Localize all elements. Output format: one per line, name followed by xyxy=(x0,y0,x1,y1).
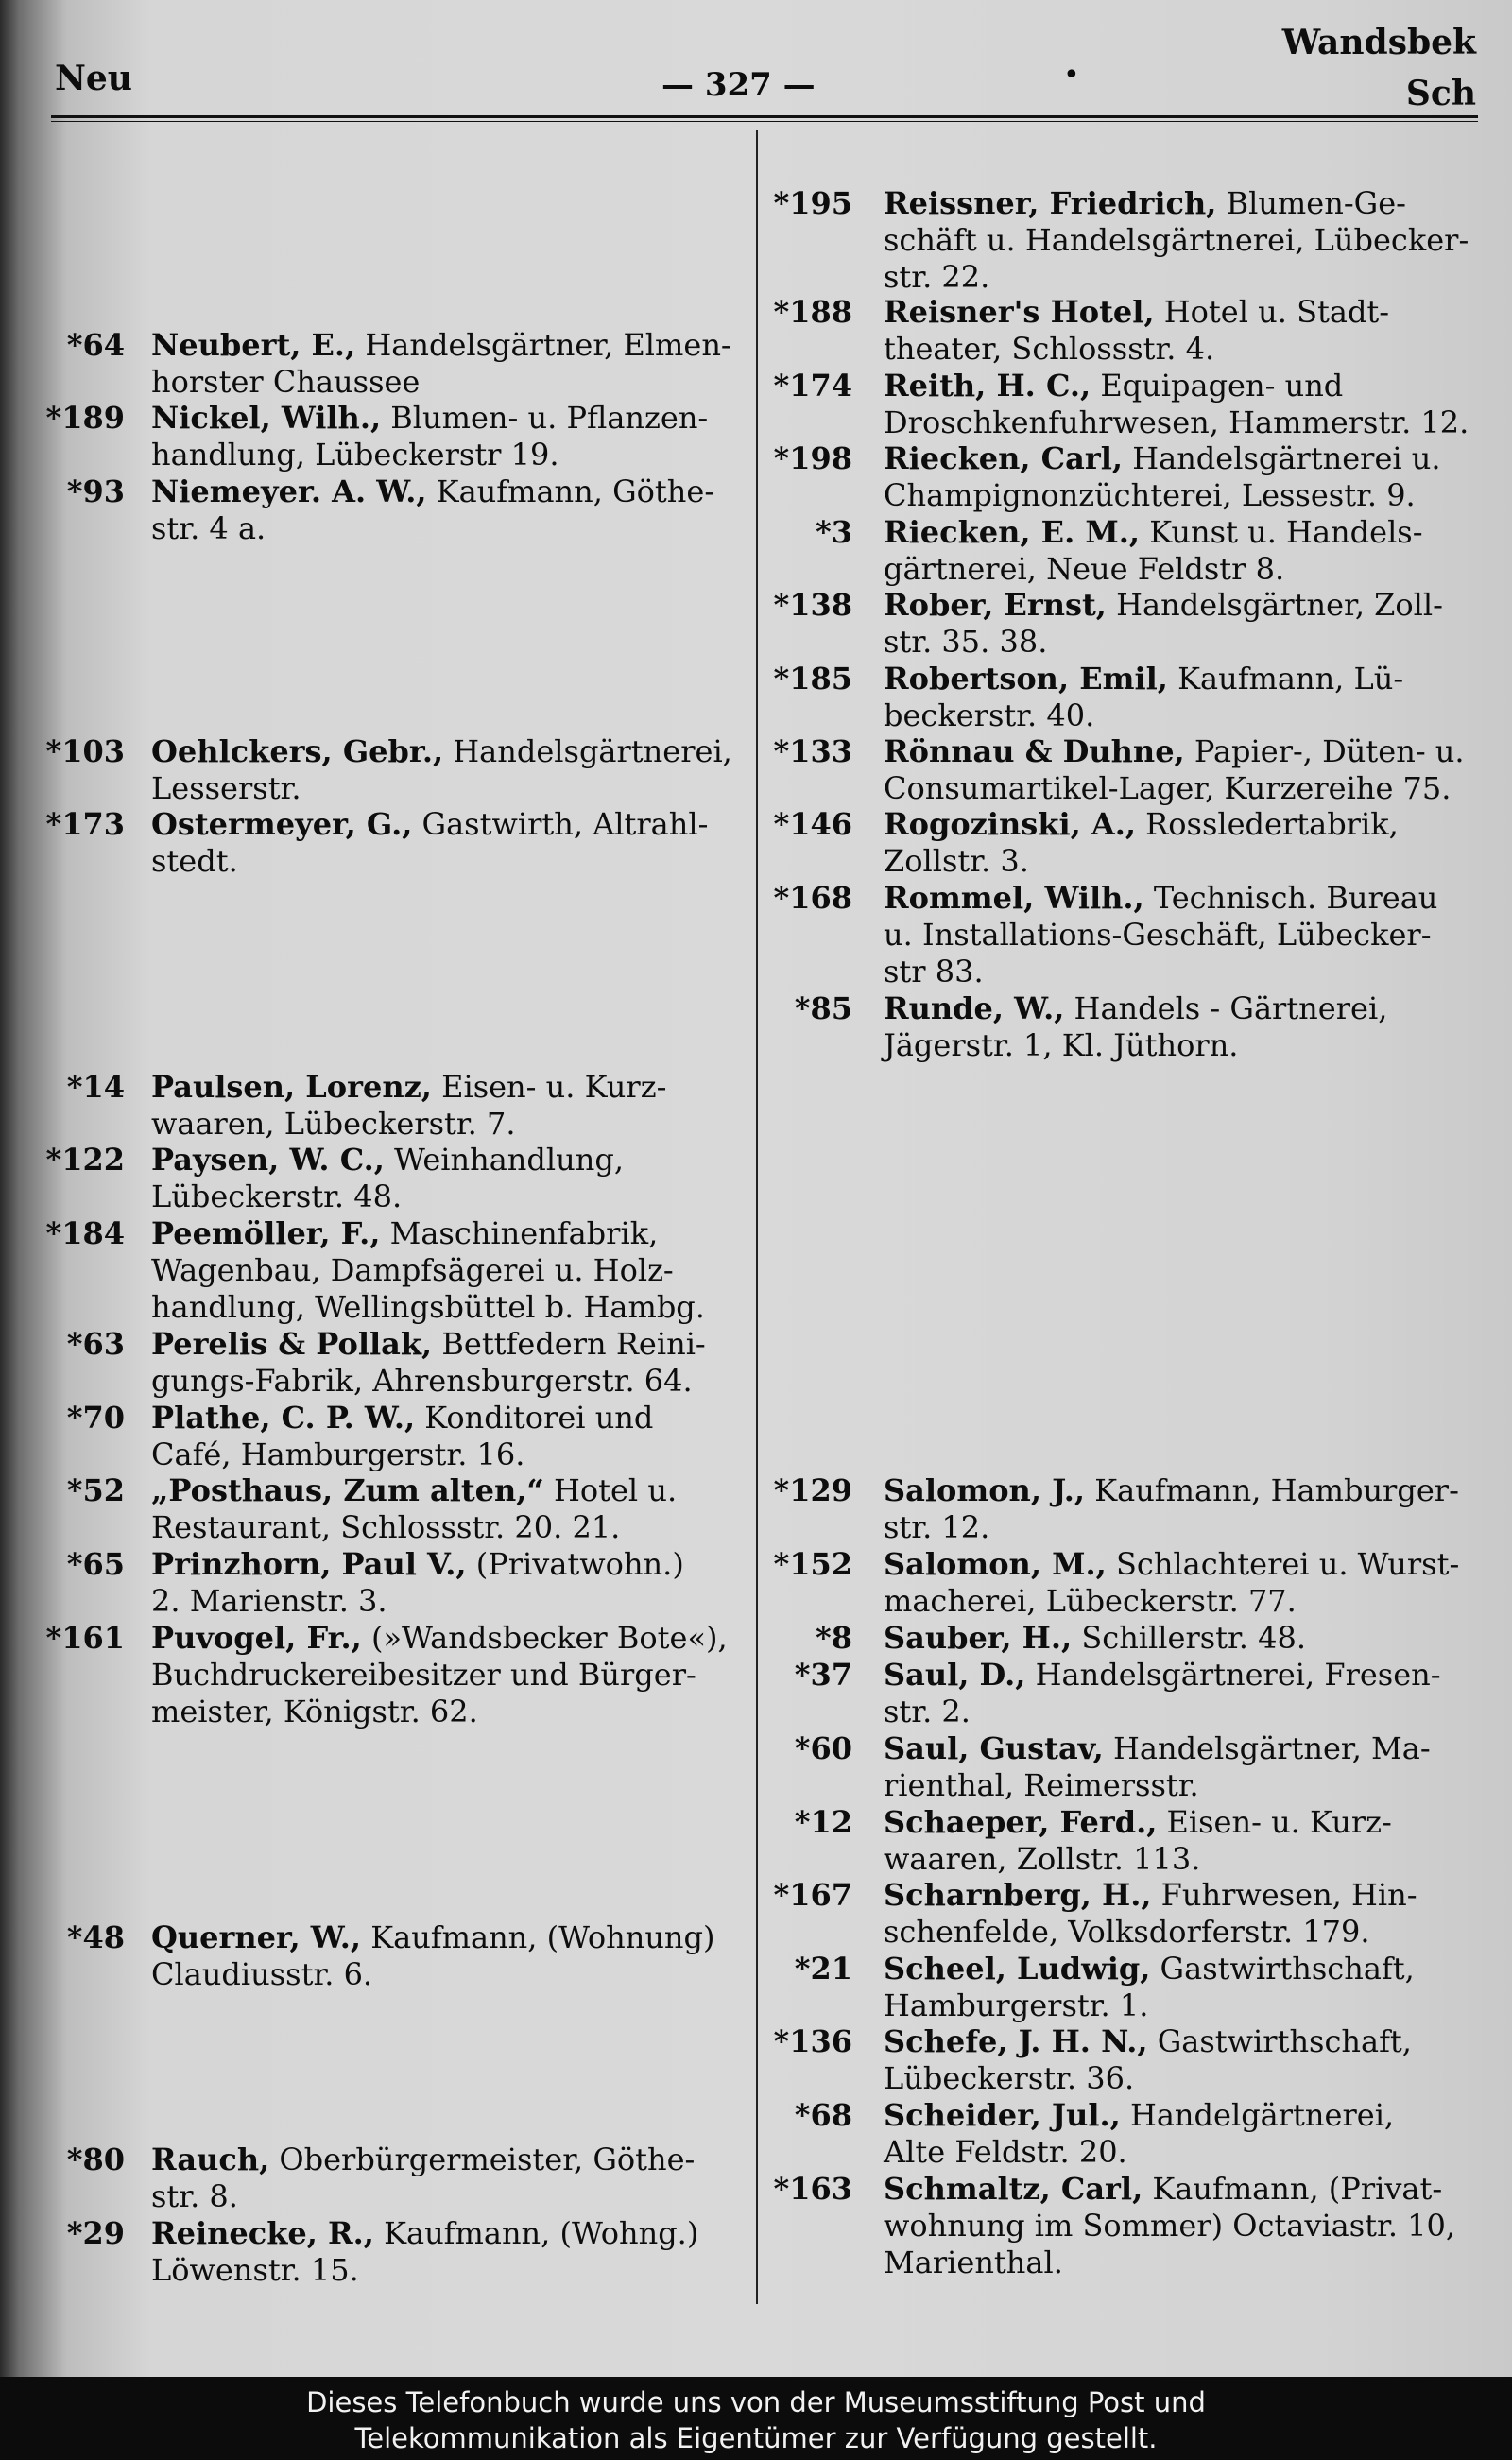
footer-line-1: Dieses Telefonbuch wurde uns von der Museumsstiftung Post und xyxy=(306,2386,1206,2418)
entry-line xyxy=(884,1026,1479,1064)
entry-line xyxy=(884,439,1479,477)
subscriber-name: Scheel, Ludwig, xyxy=(884,1951,1151,1987)
entry-text: Lübeckerstr. 36. xyxy=(884,2060,1135,2096)
entry-line xyxy=(884,330,1479,368)
entry-text: Kaufmann, Göthe- xyxy=(436,473,715,509)
entry-line xyxy=(884,1693,1479,1730)
entry-line xyxy=(151,805,747,843)
entry-line xyxy=(151,1918,747,1956)
phone-number: *80 xyxy=(66,2142,125,2177)
subscriber-name: Riecken, Carl, xyxy=(884,440,1124,476)
subscriber-name: Sauber, H., xyxy=(884,1620,1073,1656)
subscriber-name: Nickel, Wilh., xyxy=(151,400,382,436)
entry-line xyxy=(884,2207,1479,2245)
phone-number: *161 xyxy=(45,1620,125,1656)
entry-text: Konditorei und xyxy=(424,1400,654,1436)
entry-line xyxy=(884,1766,1479,1804)
phone-number: *136 xyxy=(773,2023,852,2059)
entry-text: beckerstr. 40. xyxy=(884,697,1095,733)
entry-line xyxy=(884,550,1479,588)
subscriber-name: Runde, W., xyxy=(884,990,1065,1026)
entry-line xyxy=(884,805,1479,843)
entry-line xyxy=(151,1471,747,1509)
entry-text: Café, Hamburgerstr. 16. xyxy=(151,1436,525,1472)
entry-text: waaren, Lübeckerstr. 7. xyxy=(151,1106,516,1142)
phone-number: *85 xyxy=(794,990,852,1026)
entry-line xyxy=(884,1840,1479,1878)
entry-text: wohnung im Sommer) Octaviastr. 10, xyxy=(884,2208,1456,2244)
subscriber-name: Oehlckers, Gebr., xyxy=(151,733,444,769)
subscriber-name: Reissner, Friedrich, xyxy=(884,185,1217,221)
entry-text: macherei, Lübeckerstr. 77. xyxy=(884,1583,1297,1619)
entry-text: Gastwirthschaft, xyxy=(1157,2023,1412,2059)
entry-line xyxy=(151,1955,747,1993)
entry-line xyxy=(151,2214,747,2252)
entry-line xyxy=(884,1471,1479,1509)
phone-number: *167 xyxy=(773,1877,852,1913)
entry-text: Blumen-Ge- xyxy=(1226,185,1406,221)
entry-line xyxy=(884,953,1479,990)
subscriber-name: Perelis & Pollak, xyxy=(151,1326,433,1362)
entry-line xyxy=(151,1362,747,1400)
entry-text: Schlachterei u. Wurst- xyxy=(1115,1546,1460,1582)
subscriber-name: Plathe, C. P. W., xyxy=(151,1400,416,1436)
entry-text: Eisen- u. Kurz- xyxy=(441,1069,667,1105)
phone-number: *195 xyxy=(773,185,852,221)
phone-number: *138 xyxy=(773,587,852,623)
entry-text: Equipagen- und xyxy=(1100,368,1344,404)
entry-text: Blumen- u. Pflanzen- xyxy=(390,400,709,436)
entry-line xyxy=(151,1582,747,1620)
entry-line xyxy=(151,436,747,473)
entry-text: Champignonzüchterei, Lessestr. 9. xyxy=(884,477,1416,513)
entry-text: Handelgärtnerei, xyxy=(1129,2097,1395,2133)
subscriber-name: Robertson, Emil, xyxy=(884,661,1168,697)
entry-text: Consumartikel-Lager, Kurzereihe 75. xyxy=(884,770,1452,806)
subscriber-name: Saul, D., xyxy=(884,1657,1026,1693)
entry-text: str. 4 a. xyxy=(151,510,266,546)
entry-line xyxy=(884,586,1479,624)
entry-text: Maschinenfabrik, xyxy=(389,1215,659,1251)
entry-text: horster Chaussee xyxy=(151,364,421,400)
subscriber-name: Reisner's Hotel, xyxy=(884,294,1155,330)
entry-text: schäft u. Handelsgärtnerei, Lübecker- xyxy=(884,222,1469,258)
entry-line xyxy=(151,1214,747,1252)
entry-line xyxy=(151,732,747,770)
entry-line xyxy=(151,1436,747,1473)
entry-text: Kaufmann, (Wohng.) xyxy=(384,2215,699,2251)
subscriber-name: Rommel, Wilh., xyxy=(884,880,1144,916)
phone-number: *12 xyxy=(794,1804,852,1840)
entry-line xyxy=(884,258,1479,296)
entry-line xyxy=(151,363,747,401)
phone-number: *64 xyxy=(66,327,125,363)
subscriber-name: „Posthaus, Zum alten,“ xyxy=(151,1472,544,1508)
entry-text: Handels - Gärtnerei, xyxy=(1074,990,1388,1026)
entry-line xyxy=(884,2244,1479,2281)
entry-text: 2. Marienstr. 3. xyxy=(151,1583,387,1619)
entry-text: Weinhandlung, xyxy=(394,1142,624,1178)
phone-number: *173 xyxy=(45,806,125,842)
entry-line xyxy=(151,1105,747,1143)
entry-text: Buchdruckereibesitzer und Bürger- xyxy=(151,1657,696,1693)
entry-text: Oberbürgermeister, Göthe- xyxy=(279,2142,696,2177)
entry-line xyxy=(151,1619,747,1657)
subscriber-name: Saul, Gustav, xyxy=(884,1730,1104,1766)
entry-text: Handelsgärtner, Elmen- xyxy=(365,327,731,363)
page-number: — 327 — xyxy=(662,66,816,104)
phone-number: *29 xyxy=(66,2215,125,2251)
phone-number: *152 xyxy=(773,1546,852,1582)
entry-line xyxy=(151,1508,747,1546)
subscriber-name: Rogozinski, A., xyxy=(884,806,1136,842)
phone-number: *14 xyxy=(66,1069,125,1105)
entry-text: Fuhrwesen, Hin- xyxy=(1160,1877,1418,1913)
entry-line xyxy=(151,1288,747,1326)
header-range-end: Sch xyxy=(1405,74,1476,113)
entry-text: Jägerstr. 1, Kl. Jüthorn. xyxy=(884,1027,1239,1063)
entry-text: Handelsgärtner, Ma- xyxy=(1112,1730,1431,1766)
entry-text: handlung, Wellingsbüttel b. Hambg. xyxy=(151,1289,705,1325)
entry-text: Marienthal. xyxy=(884,2245,1063,2280)
entry-line xyxy=(884,879,1479,917)
entry-line xyxy=(151,473,747,510)
subscriber-name: Paysen, W. C., xyxy=(151,1142,385,1178)
subscriber-name: Riecken, E. M., xyxy=(884,514,1141,550)
entry-line xyxy=(151,2251,747,2289)
phone-number: *174 xyxy=(773,368,852,404)
entry-line xyxy=(151,1141,747,1178)
entry-line xyxy=(151,1693,747,1730)
footer-notice xyxy=(0,2377,1512,2460)
entry-line xyxy=(151,1068,747,1106)
subscriber-name: Scheider, Jul., xyxy=(884,2097,1121,2133)
entry-line xyxy=(884,1803,1479,1841)
entry-line xyxy=(884,1619,1479,1657)
phone-number: *68 xyxy=(794,2097,852,2133)
entry-text: Löwenstr. 15. xyxy=(151,2252,359,2288)
header-town: Wandsbek xyxy=(1281,23,1476,62)
subscriber-name: Schefe, J. H. N., xyxy=(884,2023,1148,2059)
subscriber-name: Schaeper, Ferd., xyxy=(884,1804,1158,1840)
entry-text: Wagenbau, Dampfsägerei u. Holz- xyxy=(151,1252,674,1288)
entry-line xyxy=(884,1545,1479,1583)
entry-text: str. 35. 38. xyxy=(884,624,1048,660)
entry-line xyxy=(884,842,1479,880)
entry-text: Lübeckerstr. 48. xyxy=(151,1178,403,1214)
entry-line xyxy=(884,2022,1479,2060)
entry-text: Hotel u. xyxy=(553,1472,678,1508)
entry-line xyxy=(884,1729,1479,1767)
header-rule-thin xyxy=(51,121,1478,122)
subscriber-name: Reinecke, R., xyxy=(151,2215,374,2251)
phone-number: *163 xyxy=(773,2171,852,2207)
entry-line xyxy=(884,476,1479,514)
entry-line xyxy=(884,1913,1479,1951)
entry-line xyxy=(884,916,1479,954)
entry-text: Droschkenfuhrwesen, Hammerstr. 12. xyxy=(884,404,1469,440)
entry-text: schenfelde, Volksdorferstr. 179. xyxy=(884,1914,1370,1950)
entry-text: Kaufmann, Hamburger- xyxy=(1094,1472,1459,1508)
phone-number: *146 xyxy=(773,806,852,842)
entry-text: rienthal, Reimersstr. xyxy=(884,1767,1199,1803)
subscriber-name: Reith, H. C., xyxy=(884,368,1091,404)
entry-text: str. 12. xyxy=(884,1509,990,1545)
entry-line xyxy=(151,842,747,880)
phone-number: *189 xyxy=(45,400,125,436)
subscriber-name: Scharnberg, H., xyxy=(884,1877,1152,1913)
entry-line xyxy=(884,2059,1479,2097)
footer-line-2: Telekommunikation als Eigentümer zur Verfügung gestellt. xyxy=(354,2422,1158,2454)
subscriber-name: Paulsen, Lorenz, xyxy=(151,1069,432,1105)
page-mark: • xyxy=(1063,59,1080,92)
entry-text: waaren, Zollstr. 113. xyxy=(884,1841,1201,1877)
entry-line xyxy=(884,623,1479,661)
entry-text: str. 2. xyxy=(884,1694,971,1729)
entry-line xyxy=(884,367,1479,404)
phone-number: *52 xyxy=(66,1472,125,1508)
entry-line xyxy=(884,1950,1479,1987)
entry-line xyxy=(151,1656,747,1694)
entry-line xyxy=(884,513,1479,551)
entry-line xyxy=(884,1876,1479,1914)
phone-number: *184 xyxy=(45,1215,125,1251)
entry-text: Lesserstr. xyxy=(151,770,301,806)
phone-number: *188 xyxy=(773,294,852,330)
entry-text: Kaufmann, (Privat- xyxy=(1152,2171,1443,2207)
entry-line xyxy=(884,732,1479,770)
entry-text: handlung, Lübeckerstr 19. xyxy=(151,437,559,473)
subscriber-name: Salomon, M., xyxy=(884,1546,1107,1582)
entry-line xyxy=(884,697,1479,734)
subscriber-name: Niemeyer. A. W., xyxy=(151,473,427,509)
entry-text: Handelsgärtner, Zoll- xyxy=(1116,587,1443,623)
entry-text: Kaufmann, (Wohnung) xyxy=(370,1919,715,1955)
entry-text: (»Wandsbecker Bote«), xyxy=(370,1620,728,1656)
phone-number: *122 xyxy=(45,1142,125,1178)
entry-text: Hotel u. Stadt- xyxy=(1163,294,1390,330)
entry-text: Bettfedern Reini- xyxy=(441,1326,706,1362)
entry-line xyxy=(151,326,747,364)
subscriber-name: Rauch, xyxy=(151,2142,270,2177)
entry-line xyxy=(884,989,1479,1027)
entry-text: Claudiusstr. 6. xyxy=(151,1956,373,1992)
phone-number: *133 xyxy=(773,733,852,769)
entry-line xyxy=(151,399,747,437)
header-rule xyxy=(51,115,1478,118)
entry-text: Restaurant, Schlossstr. 20. 21. xyxy=(151,1509,621,1545)
phone-number: *198 xyxy=(773,440,852,476)
phone-number: *60 xyxy=(794,1730,852,1766)
entry-line xyxy=(884,404,1479,441)
entry-text: Handelsgärtnerei, Fresen- xyxy=(1035,1657,1441,1693)
entry-line xyxy=(151,2141,747,2178)
entry-line xyxy=(151,769,747,807)
entry-text: Hamburgerstr. 1. xyxy=(884,1987,1149,2023)
entry-text: Kaufmann, Lü- xyxy=(1177,661,1404,697)
entry-text: gungs-Fabrik, Ahrensburgerstr. 64. xyxy=(151,1363,693,1399)
entry-line xyxy=(884,1656,1479,1694)
entry-line xyxy=(884,221,1479,259)
phone-number: *48 xyxy=(66,1919,125,1955)
entry-text: str. 8. xyxy=(151,2178,238,2214)
entry-text: Schillerstr. 48. xyxy=(1081,1620,1307,1656)
subscriber-name: Querner, W., xyxy=(151,1919,362,1955)
subscriber-name: Peemöller, F., xyxy=(151,1215,381,1251)
entry-text: Handelsgärtnerei u. xyxy=(1132,440,1441,476)
phone-number: *3 xyxy=(816,514,852,550)
entry-text: meister, Königstr. 62. xyxy=(151,1694,478,1729)
entry-line xyxy=(884,1508,1479,1546)
phone-number: *8 xyxy=(816,1620,852,1656)
entry-text: Gastwirth, Altrahl- xyxy=(421,806,709,842)
entry-line xyxy=(884,2170,1479,2208)
phone-number: *168 xyxy=(773,880,852,916)
phone-number: *65 xyxy=(66,1546,125,1582)
entry-line xyxy=(884,2096,1479,2134)
phone-number: *93 xyxy=(66,473,125,509)
entry-text: Handelsgärtnerei, xyxy=(453,733,732,769)
entry-line xyxy=(884,769,1479,807)
phone-number: *63 xyxy=(66,1326,125,1362)
entry-text: str. 22. xyxy=(884,259,990,295)
entry-line xyxy=(884,2133,1479,2171)
entry-text: stedt. xyxy=(151,843,238,879)
phone-number: *21 xyxy=(794,1951,852,1987)
entry-text: Alte Feldstr. 20. xyxy=(884,2134,1127,2170)
entry-text: Rossledertabrik, xyxy=(1145,806,1399,842)
phone-number: *70 xyxy=(66,1400,125,1436)
entry-line xyxy=(884,660,1479,697)
entry-line xyxy=(151,1251,747,1289)
subscriber-name: Schmaltz, Carl, xyxy=(884,2171,1143,2207)
entry-line xyxy=(151,2177,747,2215)
entry-text: Technisch. Bureau xyxy=(1153,880,1438,916)
entry-line xyxy=(884,184,1479,222)
entry-text: str 83. xyxy=(884,954,984,989)
subscriber-name: Rober, Ernst, xyxy=(884,587,1107,623)
entry-text: Zollstr. 3. xyxy=(884,843,1029,879)
phone-number: *103 xyxy=(45,733,125,769)
header-range-start: Neu xyxy=(55,59,132,98)
entry-text: Kunst u. Handels- xyxy=(1149,514,1423,550)
entry-text: Papier-, Düten- u. xyxy=(1194,733,1465,769)
subscriber-name: Rönnau & Duhne, xyxy=(884,733,1185,769)
entry-line xyxy=(884,1582,1479,1620)
entry-text: Gastwirthschaft, xyxy=(1160,1951,1415,1987)
subscriber-name: Prinzhorn, Paul V., xyxy=(151,1546,467,1582)
entry-line xyxy=(151,1399,747,1436)
phone-number: *185 xyxy=(773,661,852,697)
entry-line xyxy=(884,1987,1479,2024)
entry-text: gärtnerei, Neue Feldstr 8. xyxy=(884,551,1285,587)
entry-text: theater, Schlossstr. 4. xyxy=(884,331,1215,367)
entry-line xyxy=(151,1545,747,1583)
entry-text: (Privatwohn.) xyxy=(475,1546,684,1582)
subscriber-name: Puvogel, Fr., xyxy=(151,1620,362,1656)
entry-text: Eisen- u. Kurz- xyxy=(1166,1804,1392,1840)
entry-text: u. Installations-Geschäft, Lübecker- xyxy=(884,917,1432,953)
subscriber-name: Salomon, J., xyxy=(884,1472,1086,1508)
phone-number: *37 xyxy=(794,1657,852,1693)
entry-line xyxy=(884,293,1479,331)
subscriber-name: Neubert, E., xyxy=(151,327,356,363)
phone-number: *129 xyxy=(773,1472,852,1508)
entry-line xyxy=(151,1178,747,1215)
entry-line xyxy=(151,509,747,547)
subscriber-name: Ostermeyer, G., xyxy=(151,806,413,842)
entry-line xyxy=(151,1325,747,1363)
